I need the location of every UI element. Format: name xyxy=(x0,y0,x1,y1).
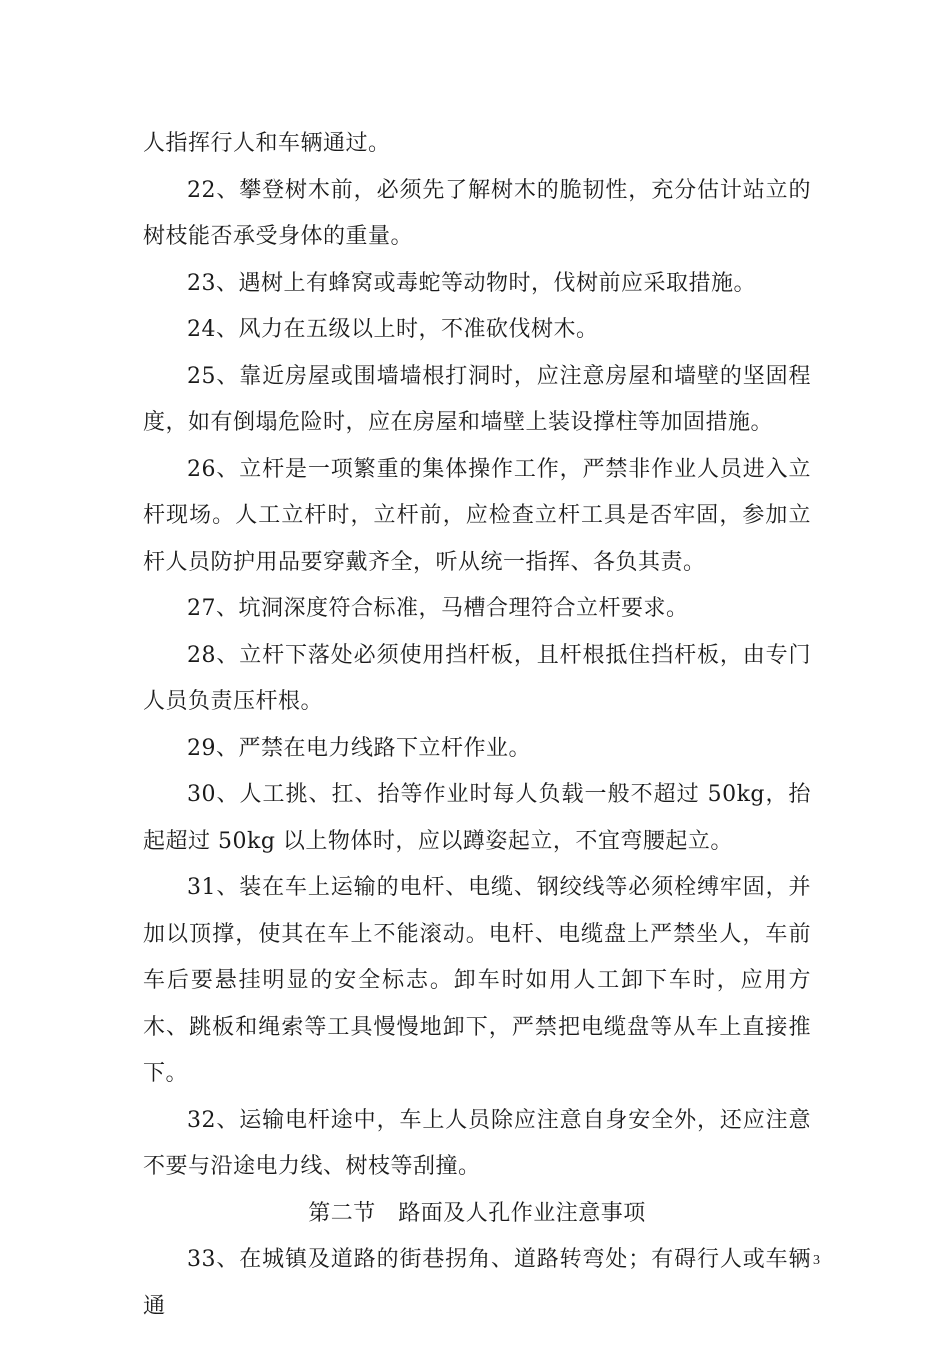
paragraph-item-22: 22、攀登树木前，必须先了解树木的脆韧性，充分估计站立的树枝能否承受身体的重量。 xyxy=(143,177,811,249)
page-number: 3 xyxy=(813,1253,820,1268)
paragraph-item-25: 25、靠近房屋或围墙墙根打洞时，应注意房屋和墙壁的坚固程度，如有倒塌危险时，应在房屋和墙壁上装设撑柱等加固措施。 xyxy=(143,363,811,435)
paragraph-item-33: 33、在城镇及道路的街巷拐角、道路转弯处；有碍行人或车辆通 xyxy=(143,1247,811,1319)
section-heading: 第二节 路面及人孔作业注意事项 xyxy=(308,1200,646,1226)
paragraph-item-23: 23、遇树上有蜂窝或毒蛇等动物时，伐树前应采取措施。 xyxy=(187,270,756,296)
paragraph-item-32: 32、运输电杆途中，车上人员除应注意自身安全外，还应注意不要与沿途电力线、树枝等刮撞。 xyxy=(143,1107,811,1179)
document-body xyxy=(143,121,811,1330)
paragraph-item-28: 28、立杆下落处必须使用挡杆板，且杆根抵住挡杆板，由专门人员负责压杆根。 xyxy=(143,642,811,714)
paragraph-item-31: 31、装在车上运输的电杆、电缆、钢绞线等必须栓缚牢固，并加以顶撑，使其在车上不能滚动。电杆、电缆盘上严禁坐人，车前车后要悬挂明显的安全标志。卸车时如用人工卸下车时，应用方木、跳板和绳索等工具慢慢地卸下，严禁把电缆盘等从车上直接推下。 xyxy=(143,875,811,1086)
paragraph-continuation: 人指挥行人和车辆通过。 xyxy=(143,131,391,156)
paragraph-item-26: 26、立杆是一项繁重的集体操作工作，严禁非作业人员进入立杆现场。人工立杆时，立杆前，应检查立杆工具是否牢固，参加立杆人员防护用品要穿戴齐全，听从统一指挥、各负其责。 xyxy=(143,456,811,575)
paragraph-item-29: 29、严禁在电力线路下立杆作业。 xyxy=(187,735,531,761)
paragraph-item-30: 30、人工挑、扛、抬等作业时每人负载一般不超过 50kg，抬起超过 50kg 以上物体时，应以蹲姿起立，不宜弯腰起立。 xyxy=(143,782,811,854)
paragraph-item-24: 24、风力在五级以上时，不准砍伐树木。 xyxy=(187,317,599,342)
paragraph-item-27: 27、坑洞深度符合标准，马槽合理符合立杆要求。 xyxy=(187,596,689,621)
